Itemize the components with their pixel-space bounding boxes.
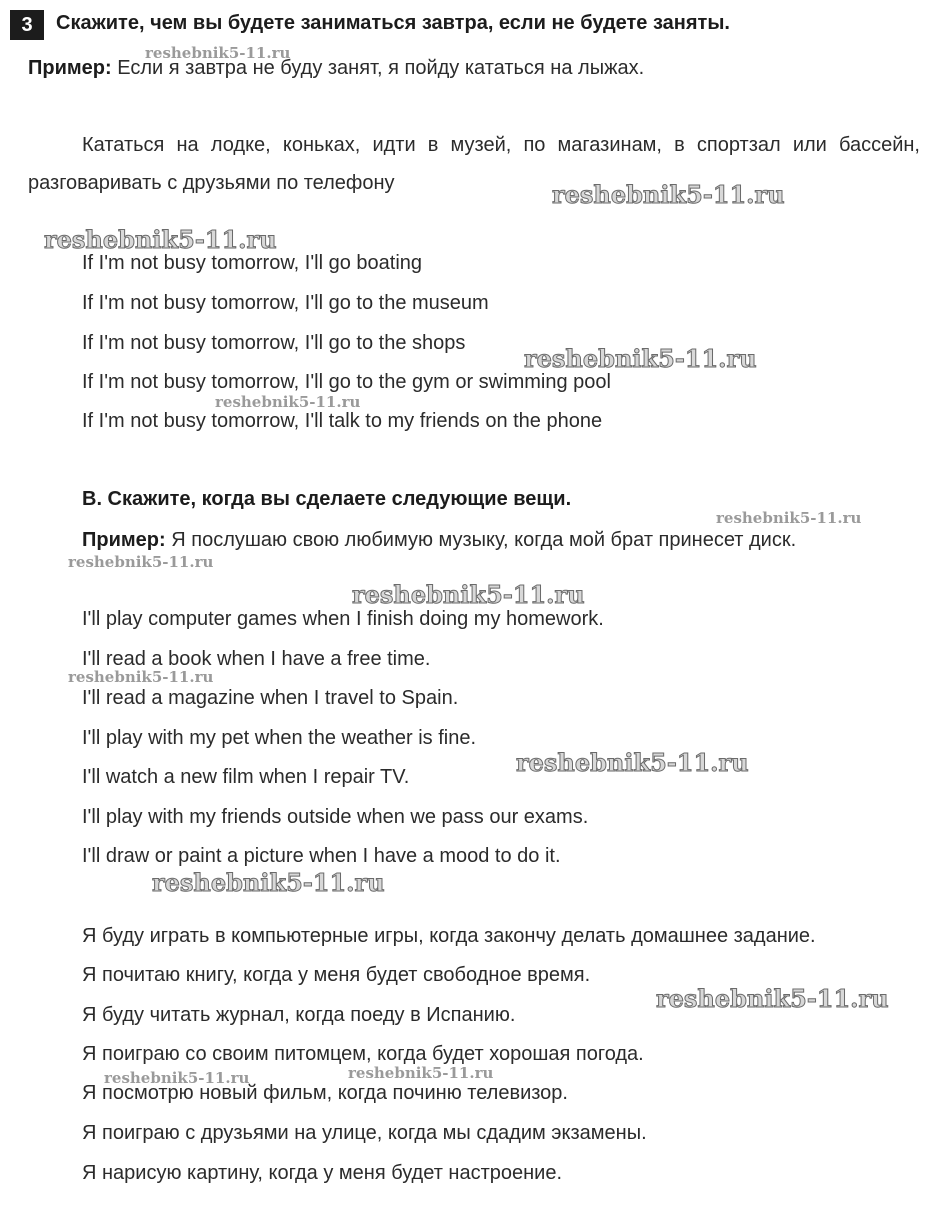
watermark: reshebnik5-11.ru (348, 1064, 494, 1082)
section-b-title: B. Скажите, когда вы сделаете следующие вещи. (82, 488, 572, 510)
answer-b-ru-7: Я нарисую картину, когда у меня будет настроение. (82, 1162, 562, 1184)
answer-b-ru-6: Я поиграю с друзьями на улице, когда мы сдадим экзамены. (82, 1122, 647, 1144)
watermark: reshebnik5-11.ru (552, 180, 785, 209)
answer-b-ru-5: Я посмотрю новый фильм, когда починю телевизор. (82, 1082, 568, 1104)
answer-b-ru-4: Я поиграю со своим питомцем, когда будет хорошая погода. (82, 1043, 644, 1065)
example-text: Я послушаю свою любимую музыку, когда мой брат принесет диск. (165, 529, 797, 551)
task-number-badge: 3 (10, 10, 44, 40)
watermark: reshebnik5-11.ru (352, 580, 585, 609)
answer-b-en-6: I'll play with my friends outside when we pass our exams. (82, 806, 589, 828)
watermark: reshebnik5-11.ru (152, 868, 385, 897)
watermark: reshebnik5-11.ru (524, 344, 757, 373)
answer-b-en-7: I'll draw or paint a picture when I have a mood to do it. (82, 845, 561, 867)
answer-b-ru-2: Я почитаю книгу, когда у меня будет свободное время. (82, 964, 591, 986)
watermark: reshebnik5-11.ru (716, 509, 862, 527)
watermark: reshebnik5-11.ru (104, 1069, 250, 1087)
answer-b-en-3: I'll read a magazine when I travel to Spain. (82, 687, 459, 709)
watermark: reshebnik5-11.ru (68, 553, 214, 571)
watermark: reshebnik5-11.ru (44, 225, 277, 254)
example-label: Пример: (28, 57, 112, 79)
watermark: reshebnik5-11.ru (68, 668, 214, 686)
watermark: reshebnik5-11.ru (145, 44, 291, 62)
answer-a-3: If I'm not busy tomorrow, I'll go to the shops (82, 332, 466, 354)
watermark: reshebnik5-11.ru (215, 393, 361, 411)
prompt-paragraph: Кататься на лодке, коньках, идти в музей, по магазинам, в спортзал или бассейн, разговаривать с друзьями по телефону (28, 134, 920, 194)
answer-a-4: If I'm not busy tomorrow, I'll go to the gym or swimming pool (82, 371, 611, 393)
example-text: Если я завтра не буду занят, я пойду кататься на лыжах. (111, 57, 645, 79)
answer-b-en-1: I'll play computer games when I finish doing my homework. (82, 608, 604, 630)
example-line-b (82, 529, 796, 552)
answer-b-en-4: I'll play with my pet when the weather is fine. (82, 727, 477, 749)
answer-b-en-2: I'll read a book when I have a free time. (82, 648, 431, 670)
task-title: Скажите, чем вы будете заниматься завтра, если не будете заняты. (56, 12, 730, 34)
example-label: Пример: (82, 529, 166, 551)
answer-b-ru-1: Я буду играть в компьютерные игры, когда закончу делать домашнее задание. (82, 925, 816, 947)
watermark: reshebnik5-11.ru (516, 748, 749, 777)
watermark: reshebnik5-11.ru (656, 984, 889, 1013)
answer-a-5: If I'm not busy tomorrow, I'll talk to my friends on the phone (82, 410, 603, 432)
answer-a-2: If I'm not busy tomorrow, I'll go to the museum (82, 292, 489, 314)
example-line-a (28, 57, 644, 80)
answer-a-1: If I'm not busy tomorrow, I'll go boating (82, 252, 423, 274)
answer-b-en-5: I'll watch a new film when I repair TV. (82, 766, 410, 788)
answer-b-ru-3: Я буду читать журнал, когда поеду в Испанию. (82, 1004, 516, 1026)
